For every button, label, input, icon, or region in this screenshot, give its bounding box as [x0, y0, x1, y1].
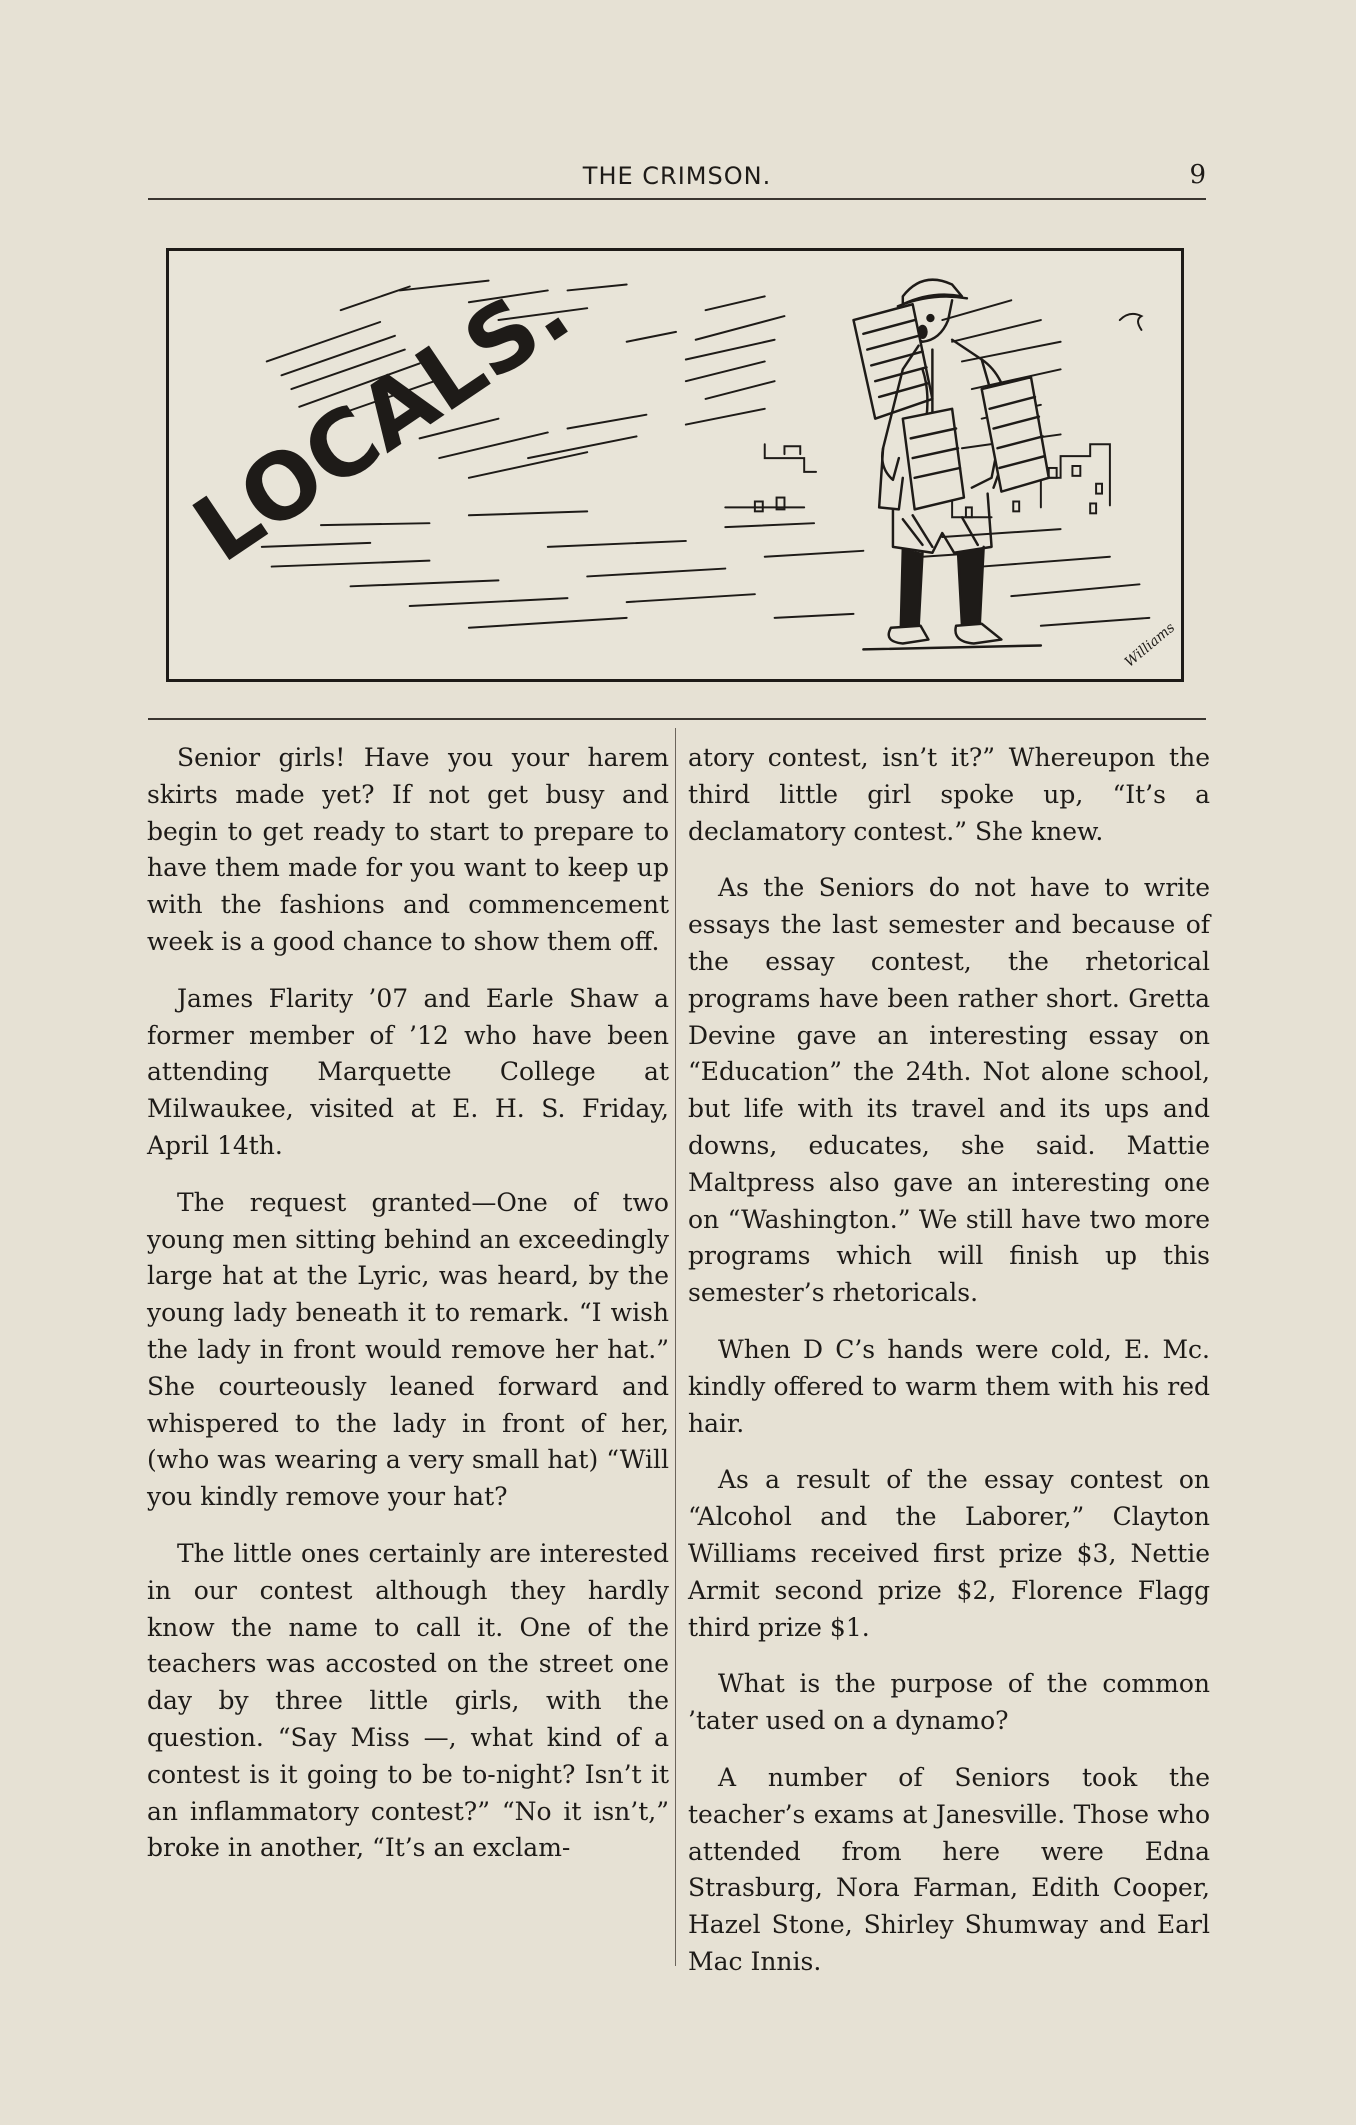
section-rule: [148, 718, 1206, 720]
paragraph-red-hair: When D C’s hands were cold, E. Mc. kindly offered to warm them with his red hair.: [688, 1334, 1210, 1438]
running-head: [148, 158, 1206, 200]
column-divider: [675, 728, 676, 1966]
paragraph-harem-skirts: Senior girls! Have you your harem skirts made yet? If not get busy and begin to get ready to start to prepare to have them made for you want to keep up with the fashions and commencement week is a good chance to show them off.: [147, 743, 669, 956]
paragraph-rhetorical-programs: As the Seniors do not have to write essays the last semester and because of the essay contest, the rhetorical programs have been rather short. Gretta Devine gave an interesting essay on “Education” the 24th. Not alone school, but life with its travel and its ups and downs, educates, she said. Mattie Maltpress also gave an interesting one on “Washington.” We still have two more programs which will finish up this semester’s rhetoricals.: [688, 873, 1210, 1308]
artist-signature: Williams: [1121, 619, 1179, 671]
paragraph-little-ones: The little ones certainly are interested in our contest although they hardly know the name to call it. One of the teachers was accosted on the street one day by three little girls, with the question. “Say Miss —, what kind of a contest is it going to be to-night? Isn’t it an inflammatory contest?” “No it isn’t,” broke in another, “It’s an exclam-: [147, 1538, 669, 1863]
paragraph-essay-contest: As a result of the essay contest on “Alcohol and the Laborer,” Clayton Williams received first prize $3, Nettie Armit second prize $2, Florence Flagg third prize $1.: [688, 1465, 1210, 1642]
paragraph-continued: atory contest, isn’t it?” Whereupon the third little girl spoke up, “It’s a declamatory contest.” She knew.: [688, 743, 1210, 846]
locals-banner-illustration: [166, 248, 1184, 682]
svg-text:LOCALS.: LOCALS.: [175, 257, 588, 583]
newsboy-figure: [853, 280, 1048, 650]
paragraph-tater: What is the purpose of the common ’tater used on a dynamo?: [688, 1669, 1210, 1736]
page-number: 9: [1189, 160, 1206, 190]
paragraph-request-granted: The request granted—One of two young men sitting behind an exceedingly large hat at the Lyric, was heard, by the young lady beneath it to remark. “I wish the lady in front would remove her hat.” She courteously leaned forward and whispered to the lady in front of her, (who was wearing a very small hat) “Will you kindly remove your hat?: [147, 1187, 669, 1512]
journal-title: THE CRIMSON.: [582, 162, 772, 190]
left-column: [147, 740, 669, 1887]
paragraph-teachers-exams: A number of Seniors took the teacher’s exams at Janesville. Those who attended from here were Edna Strasburg, Nora Farman, Edith Cooper, Hazel Stone, Shirley Shumway and Earl Mac Innis.: [688, 1762, 1210, 1976]
paragraph-flarity-shaw: James Flarity ’07 and Earle Shaw a former member of ’12 who have been attending Marquette College at Milwaukee, visited at E. H. S. Friday, April 14th.: [147, 983, 669, 1160]
locals-heading-lettering: [176, 258, 588, 583]
newsboy-illustration: [169, 251, 1181, 679]
right-column: [688, 740, 1210, 2001]
